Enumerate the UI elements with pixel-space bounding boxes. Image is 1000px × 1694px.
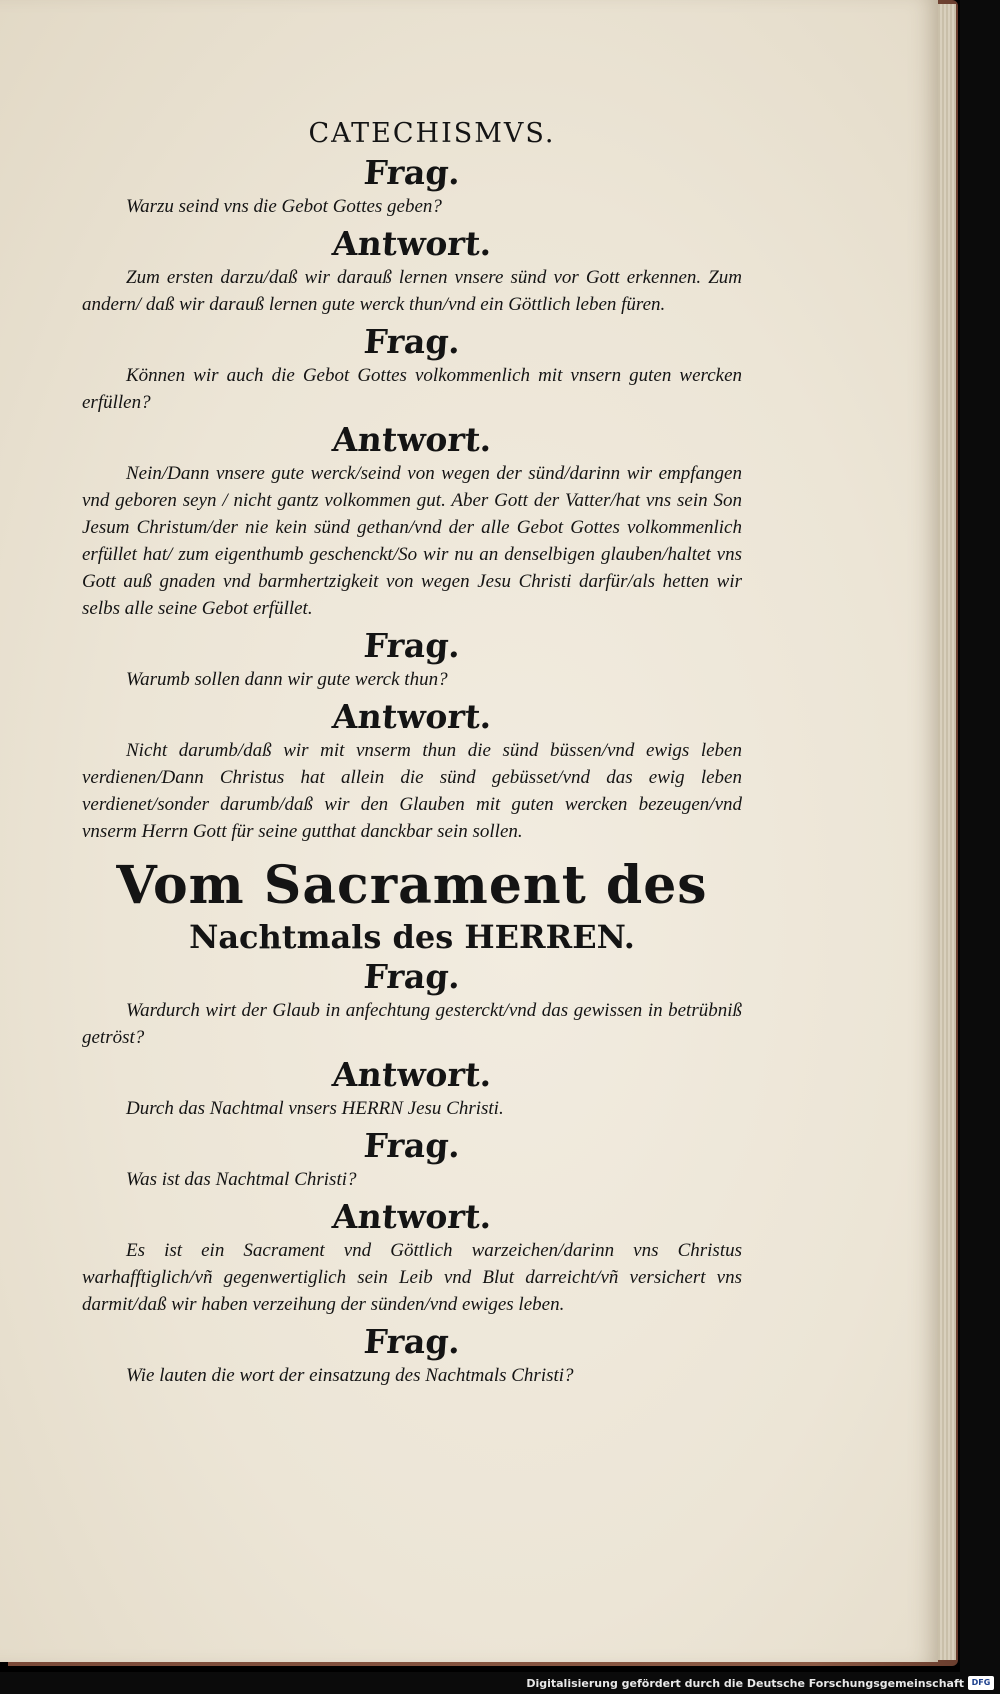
block-paragraph: Warumb sollen dann wir gute werck thun? xyxy=(126,669,448,690)
section-subtitle: Nachtmals des HERREN. xyxy=(189,918,635,956)
block-heading: Antwort. xyxy=(330,1197,494,1236)
block-paragraph: Es ist ein Sacrament vnd Göttlich warzeichen/darinn vns Christus warhafftiglich/vñ gegenwertiglich sein Leib vnd Blut darreicht/vñ versichert vns darmit/daß wir haben verzeihung der sünden/vnd ewiges leben. xyxy=(82,1240,742,1315)
block-paragraph: Was ist das Nachtmal Christi? xyxy=(126,1169,357,1190)
block-heading: Antwort. xyxy=(330,224,494,263)
block-heading: Frag. xyxy=(362,626,462,665)
block-heading: Frag. xyxy=(362,1322,462,1361)
block-heading: Frag. xyxy=(362,1126,462,1165)
block-paragraph: Nein/Dann vnsere gute werck/seind von wegen der sünd/darinn wir empfangen vnd geboren seyn / nicht gantz volkommen gut. Aber Gott der Vatter/hat vns sein Son Jesum Christum/der nie kein sünd gethan/vnd der alle Gebot Gottes volkommenlich erfüllet hat/ zum eigenthumb geschenckt/So wir nu an denselbigen glauben/haltet vns Gott auß gnaden vnd barmhertzigkeit von wegen Jesu Christi darfür/als hetten wir selbs alle seine Gebot erfüllet. xyxy=(82,463,742,619)
footer-credit: Digitalisierung gefördert durch die Deutsche Forschungsgemeinschaft xyxy=(526,1677,964,1690)
block-heading: Antwort. xyxy=(330,1055,494,1094)
block-paragraph: Wie lauten die wort der einsatzung des Nachtmals Christi? xyxy=(126,1365,574,1386)
block-heading: Frag. xyxy=(362,322,462,361)
section-title: Vom Sacrament des xyxy=(116,855,708,916)
digitization-footer xyxy=(0,1672,1000,1694)
block-paragraph: Wardurch wirt der Glaub in anfechtung gesterckt/vnd das gewissen in betrübniß getröst? xyxy=(82,1000,742,1048)
dfg-logo-icon: DFG xyxy=(968,1676,994,1690)
block-heading: Antwort. xyxy=(330,420,494,459)
block-heading: Antwort. xyxy=(330,697,494,736)
block-paragraph: Können wir auch die Gebot Gottes volkommenlich mit vnsern guten wercken erfüllen? xyxy=(82,365,742,413)
block-heading: Frag. xyxy=(362,153,462,192)
block-paragraph: Durch das Nachtmal vnsers HERRN Jesu Christi. xyxy=(126,1098,504,1119)
running-head: CATECHISMVS. xyxy=(308,118,556,149)
block-paragraph: Zum ersten darzu/daß wir darauß lernen vnsere sünd vor Gott erkennen. Zum andern/ daß wir darauß lernen gute werck thun/vnd ein Göttlich leben füren. xyxy=(82,267,742,315)
block-heading: Frag. xyxy=(362,957,462,996)
block-paragraph: Warzu seind vns die Gebot Gottes geben? xyxy=(126,196,442,217)
page-content xyxy=(82,118,742,1393)
text-blocks xyxy=(82,153,742,1389)
block-paragraph: Nicht darumb/daß wir mit vnserm thun die sünd büssen/vnd ewigs leben verdienen/Dann Christus hat allein die sünd gebüsset/vnd das ewig leben verdienet/sonder darumb/daß wir den Glauben mit guten wercken bezeugen/vnd vnserm Herrn Gott für seine gutthat danckbar sein sollen. xyxy=(82,740,742,842)
